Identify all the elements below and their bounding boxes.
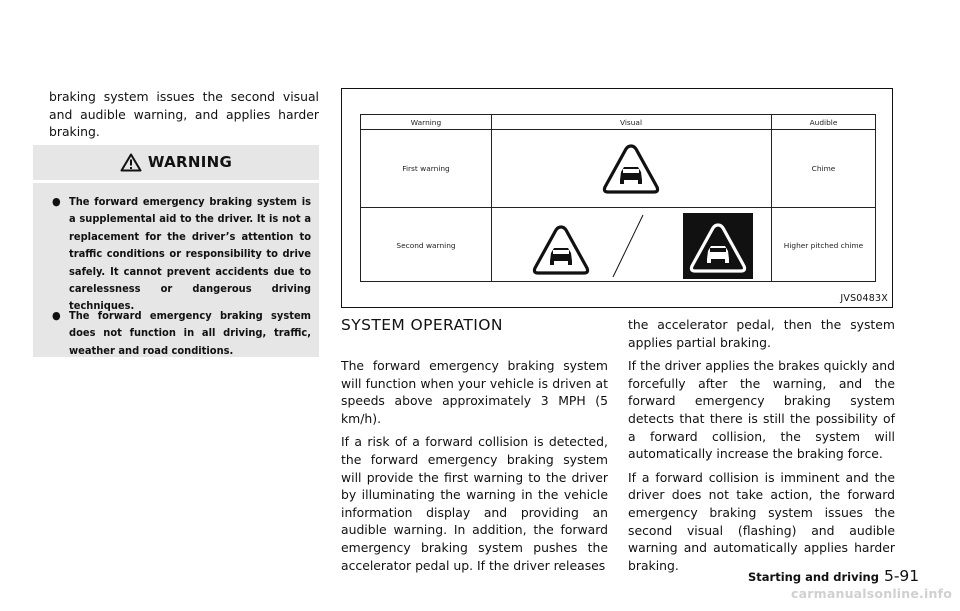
warning-divider [33, 180, 319, 183]
column-3-body [628, 316, 895, 580]
car-warning-flashing-icon [501, 209, 761, 281]
warning-figure [341, 88, 893, 308]
figure-caption: JVS0483X [840, 293, 888, 304]
body-paragraph: If a risk of a forward collision is detected, the forward emergency braking system will provide the first warning to the driver by illuminating the warning in the vehicle information display and providing an audible warning. In addition, the forward emergency braking system pushes the accelerator pedal up. If the driver releases [341, 434, 608, 573]
warning-bullet-text: The forward emergency braking system is a supplemental aid to the driver. It is not a replacement for the driver’s attention to traffic conditions or responsibility to drive safely. It cannot prevent accidents due to carelessness or dangerous driving techniques. [69, 195, 311, 313]
column-2-body [341, 357, 608, 580]
header-warning: Warning [410, 117, 442, 127]
warning-bullet [53, 307, 311, 359]
warning-bullet [53, 193, 311, 315]
car-warning-icon [601, 142, 661, 196]
warning-title: WARNING [147, 153, 233, 171]
header-audible: Audible [809, 117, 838, 127]
section-title: SYSTEM OPERATION [341, 316, 503, 334]
header-visual: Visual [619, 117, 643, 127]
body-paragraph: If a forward collision is imminent and the driver does not take action, the forward emergency braking system issues the second visual (flashing) and audible warning and automatically applies harder braking. [628, 469, 895, 573]
warning-table [360, 114, 876, 282]
row2-audible: Higher pitched chime [783, 240, 864, 250]
warning-triangle-icon [120, 153, 142, 172]
body-paragraph: The forward emergency braking system will function when your vehicle is driven at speeds above approximately 3 MPH (5 km/h). [341, 358, 608, 426]
footer-section-label: Starting and driving [748, 570, 879, 584]
row2-visual [491, 208, 771, 282]
body-paragraph: the accelerator pedal, then the system applies partial braking. [628, 317, 895, 350]
page-footer [748, 567, 919, 585]
bullet-icon: ● [52, 309, 61, 322]
watermark: carmanualsonline.info [791, 586, 953, 601]
row2-warning: Second warning [396, 240, 456, 250]
body-paragraph: If the driver applies the brakes quickly and forcefully after the warning, and the forward emergency braking system detects that there is still the possibility of a forward collision, the system will automatically increase the braking force. [628, 358, 895, 462]
bullet-icon: ● [52, 195, 61, 208]
row1-audible: Chime [811, 164, 836, 173]
warning-header [33, 145, 319, 179]
warning-box [33, 145, 319, 357]
intro-paragraph: braking system issues the second visual and audible warning, and applies harder braking. [49, 89, 319, 140]
row1-visual [491, 130, 771, 207]
warning-bullet-text: The forward emergency braking system does not function in all driving, traffic, weather and road conditions. [69, 309, 311, 357]
row1-warning: First warning [402, 164, 450, 173]
page-number: 5-91 [883, 567, 920, 585]
